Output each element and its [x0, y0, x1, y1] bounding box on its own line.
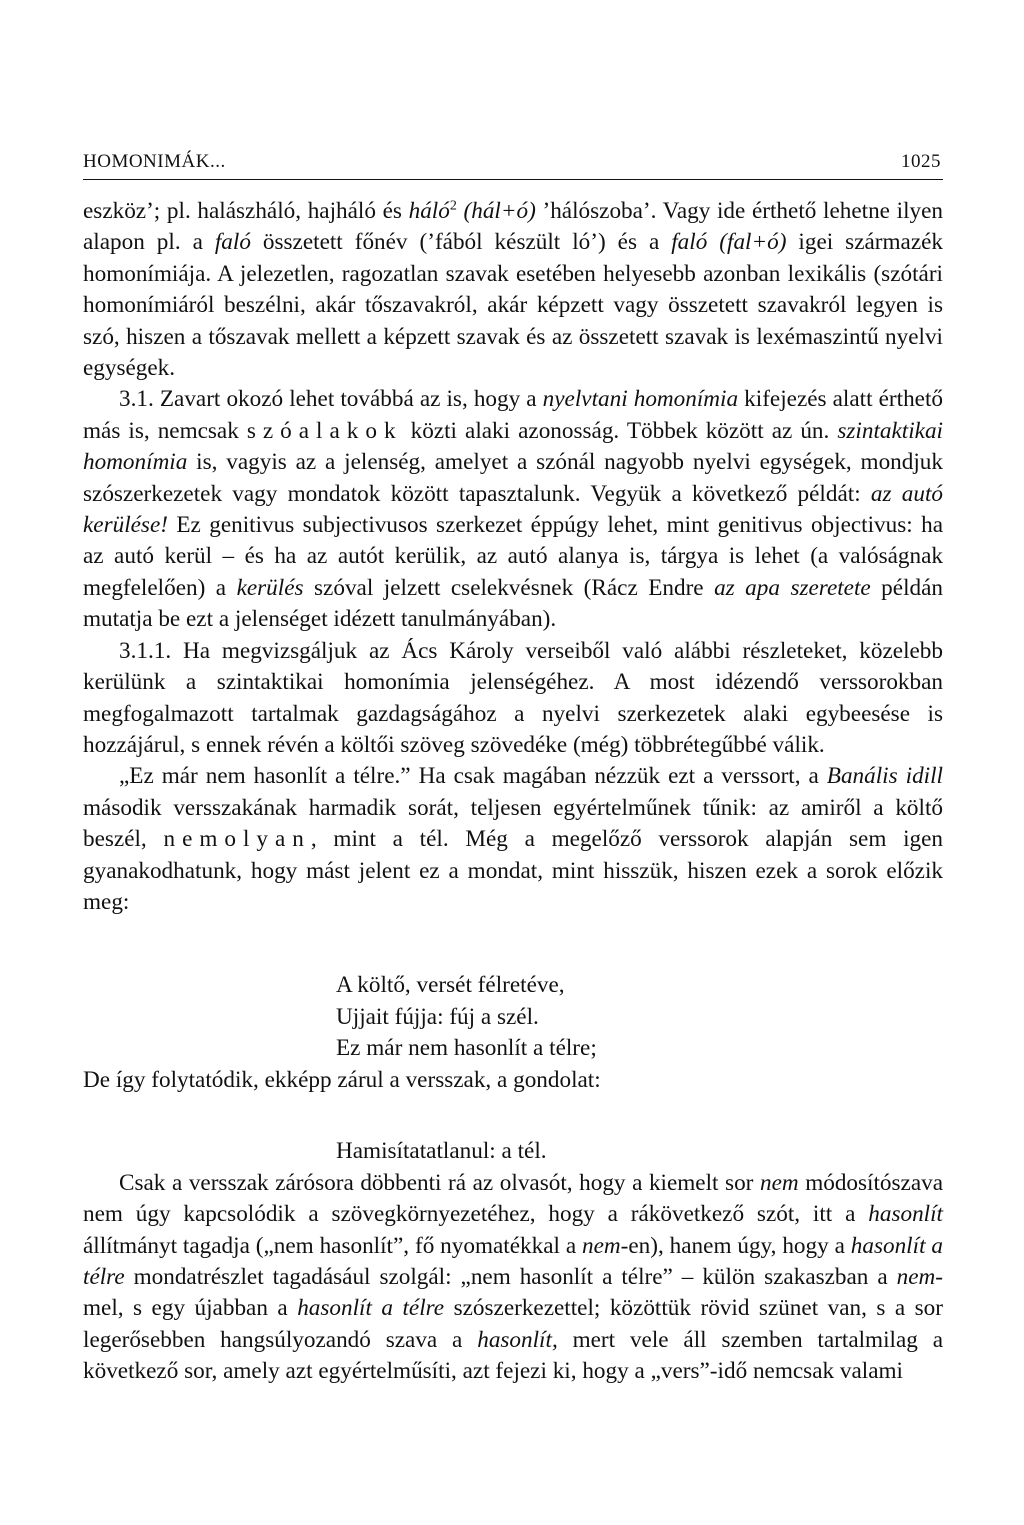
italic-run: hasonlít	[868, 1201, 943, 1228]
page-number: 1025	[901, 151, 941, 172]
italic-run: Banális idill	[826, 763, 943, 790]
italic-run: kerülés	[236, 574, 304, 601]
running-title: HOMONIMÁK...	[83, 151, 226, 172]
spaced-emphasis-run: nemolyan	[163, 826, 311, 853]
text-run: kifejezés alatt érthető más is, nemcsak	[83, 386, 943, 444]
italic-run: háló	[408, 198, 450, 224]
text-run: szószerkezettel; közöttük rövid szünet van, s a sor legerősebben hangsúlyozandó szava a	[83, 1295, 944, 1353]
text-run: ’hálószoba’. Vagy ide érthető lehetne ilyen alapon pl. a	[83, 198, 943, 256]
text-run: 3.1. Zavart okozó lehet továbbá az is, hogy a	[119, 386, 543, 413]
italic-run: nem	[759, 1169, 799, 1196]
text-run: szóval jelzett cselekvésnek (Rácz Endre	[303, 574, 715, 601]
verse-line: Ujjait fújja: fúj a szél.	[336, 1003, 539, 1030]
verse-line: Ez már nem hasonlít a télre;	[336, 1035, 597, 1062]
text-run: módosítószava nem úgy kapcsolódik a szövegkörnyezetéhez, hogy a rákövetkező szót, itt a	[83, 1169, 944, 1228]
text-run: Csak a versszak zárósora döbbenti rá az olvasót, hogy a kiemelt sor	[119, 1169, 760, 1196]
italic-run: az autó kerülése!	[83, 480, 944, 539]
text-run: „Ez már nem hasonlít a télre.” Ha csak magában nézzük ezt a verssort, a	[119, 763, 827, 790]
paragraph-3-1-1	[83, 636, 943, 762]
italic-run: az apa szeretete	[714, 574, 871, 601]
text-run: mondatrészlet tagadásául szolgál: „nem hasonlít a télre” – külön szakaszban a	[124, 1263, 897, 1290]
verse-line: Hamisítatatlanul: a tél.	[336, 1138, 547, 1165]
verse-line: A költő, versét félretéve,	[336, 972, 565, 999]
text-run: De így folytatódik, ekképp zárul a versszak, a gondolat:	[83, 1066, 601, 1093]
text-run: összetett főnév (’fából készült ló’) és a	[250, 229, 672, 256]
paragraph-quote-analysis	[83, 761, 943, 918]
text-run: -mel, s egy újabban a	[83, 1263, 943, 1322]
text-run: -en), hanem úgy, hogy a	[620, 1232, 851, 1259]
text-run: , mint a tél. Még a megelőző verssorok alapján sem igen gyanakodhatunk, hogy mást jelent ez a mondat, mint hisszük, hiszen ezek a sorok előzik meg:	[83, 826, 944, 915]
text-run: eszköz’; pl. halászháló, hajháló és	[83, 198, 409, 224]
text-run: állítmányt tagadja („nem hasonlít”, fő nyomatékkal a	[83, 1232, 583, 1259]
text-run: is, vagyis az a jelenség, amelyet a szónál nagyobb nyelvi egységek, mondjuk szószerkezetek vagy mondatok között tapasztalunk. Vegyük a következő példát:	[83, 449, 943, 507]
italic-run: nem	[582, 1232, 621, 1259]
italic-run: hasonlít,	[477, 1326, 558, 1353]
spaced-emphasis-run: szóalakok	[246, 417, 403, 444]
paragraph-continued	[83, 196, 943, 384]
paragraph-closing	[83, 1168, 943, 1388]
italic-run: faló	[214, 229, 251, 256]
text-run: mert vele áll szemben tartalmilag a következő sor, amely azt egyértelműsíti, azt fejezi ki, hogy a „vers”-idő nemcsak valami	[83, 1326, 944, 1385]
text-run: igei származék homonímiája. A jelezetlen, ragozatlan szavak esetében helyesebb azonban lexikális (szótári homonímiáról beszélni, akár tőszavakról, akár képzett vagy összetett szavakról legyen is szó, hiszen a tőszavak mellett a képzett szavak és az összetett szavak is lexémaszintű nyelvi egységek.	[83, 229, 944, 382]
italic-run: szintaktikai homonímia	[83, 417, 943, 476]
body-text	[83, 196, 943, 1388]
italic-run: faló (fal+ó)	[671, 229, 787, 256]
text-run: Ez genitivus subjectivusos szerkezet éppúgy lehet, mint genitivus objectivus: ha az autó kerül – és ha az autót kerülik, az autó alanya is, tárgya is lehet (a valóságnak megfelelően) a	[83, 512, 943, 601]
text-run: 3.1.1. Ha megvizsgáljuk az Ács Károly verseiből való alábbi részleteket, közelebb kerülünk a szintaktikai homonímia jelenségéhez. A most idézendő verssorokban megfogalmazott tartalmak gazdagságához a nyelvi szerkezetek alaki egybeesése is hozzájárul, s ennek révén a költői szöveg szövedéke (még) többrétegűbbé válik.	[83, 637, 943, 758]
verse-quote-1	[336, 970, 943, 1065]
italic-run: (hál+ó)	[456, 198, 536, 224]
italic-run: nyelvtani homonímia	[542, 386, 739, 413]
text-run: közti alaki azonosság. Többek között az ún.	[402, 417, 838, 444]
verse-quote-2	[336, 1136, 943, 1168]
superscript-run: 2	[449, 198, 457, 214]
text-run: második versszakának harmadik sorát, teljesen egyértelműnek tűnik: az amiről a költő beszél,	[83, 794, 943, 853]
italic-run: hasonlít a télre	[297, 1295, 445, 1322]
paragraph-3-1	[83, 384, 943, 635]
paragraph-continuation	[83, 1065, 943, 1096]
text-run: példán mutatja be ezt a jelenséget idézett tanulmányában).	[83, 574, 943, 633]
italic-run: hasonlít a télre	[83, 1232, 943, 1290]
italic-run: nem	[896, 1263, 936, 1290]
running-header	[83, 151, 943, 180]
